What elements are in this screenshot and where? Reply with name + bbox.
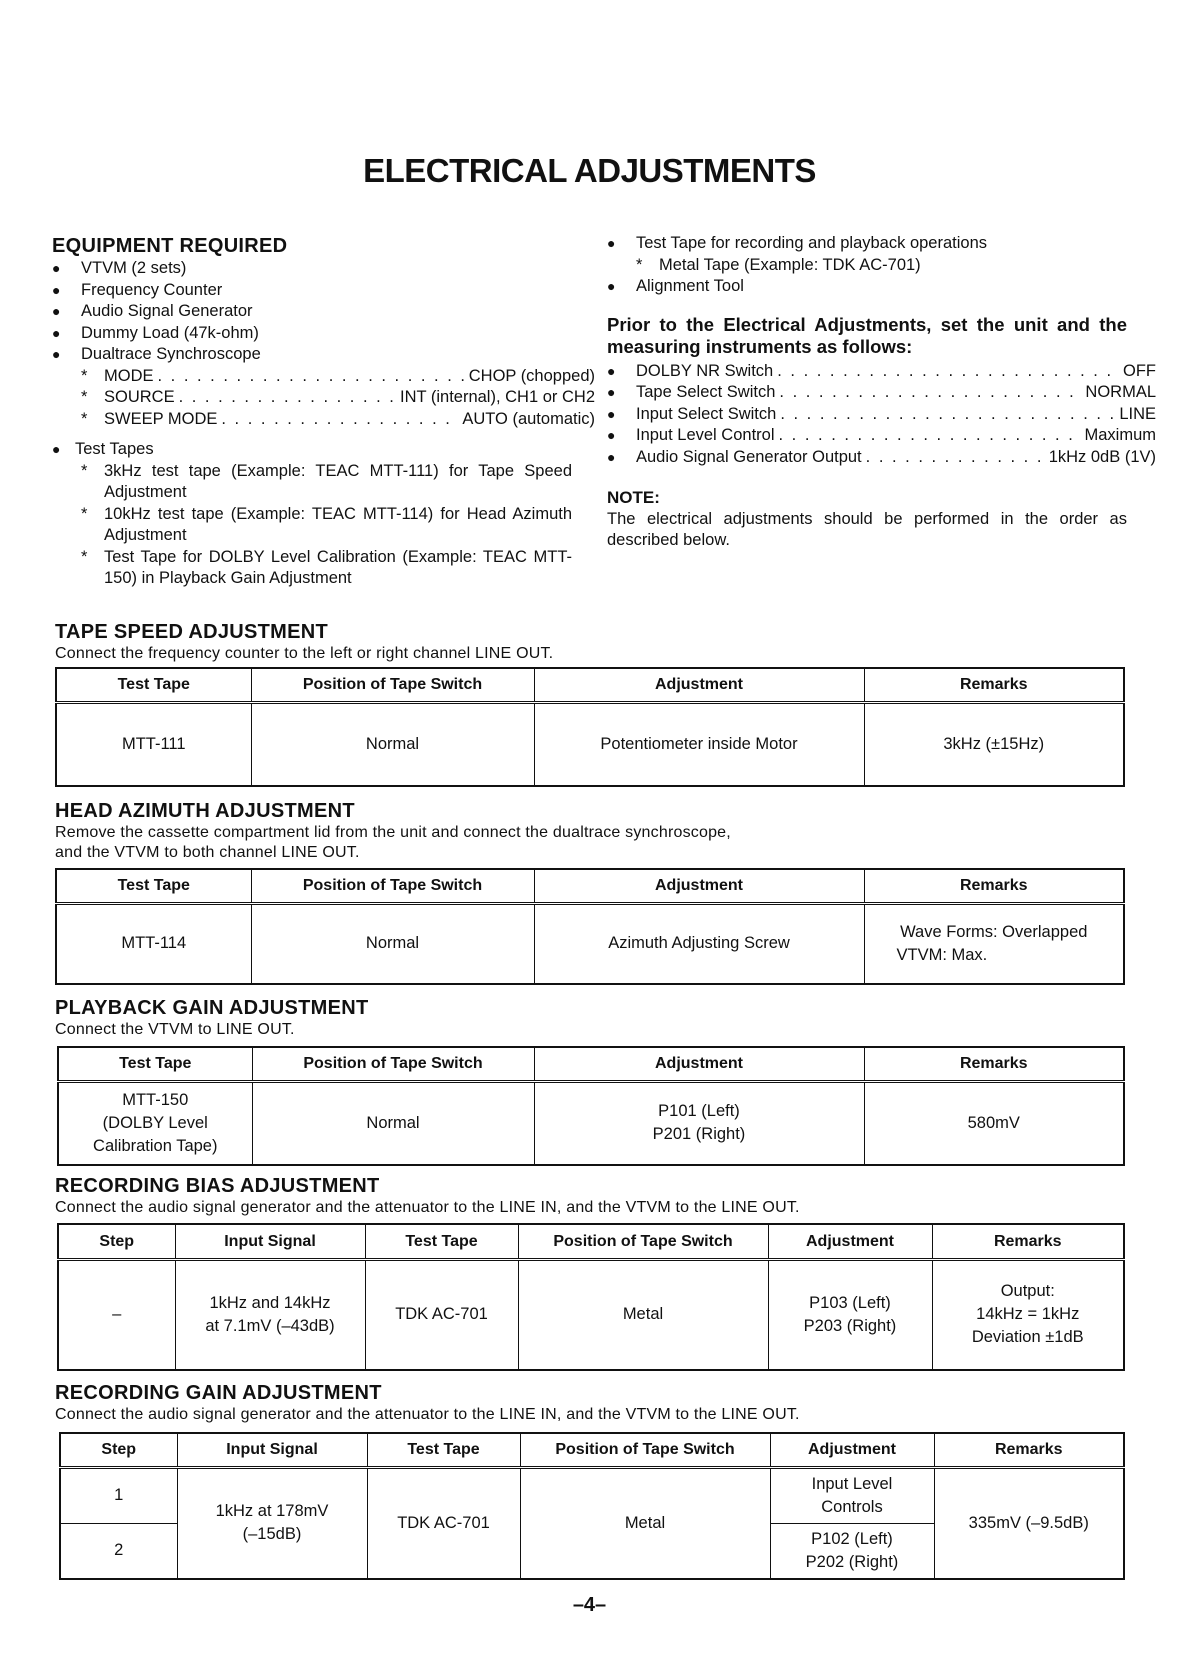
table-cell: TDK AC-701 [365,1259,518,1370]
table-cell: 580mV [864,1081,1124,1165]
scope-setting: * SOURCE . . . INT (internal), CH1 or CH2 [52,387,572,409]
tape-speed-section [55,620,1123,664]
setting-item: ● Audio Signal Generator Output . . . 1kHz 0dB (1V) [607,447,1127,469]
section-description: Remove the cassette compartment lid from the unit and connect the dualtrace synchroscope, [55,824,731,841]
table-row [58,1259,1124,1370]
table-cell: Metal [518,1259,768,1370]
asterisk-icon: * [81,388,88,406]
tape-speed-table [55,667,1125,787]
bullet-icon: ● [607,278,616,294]
table-cell: P102 (Left) P202 (Right) [770,1523,934,1579]
table-cell: 1kHz at 178mV (–15dB) [177,1467,367,1579]
page-number: –4– [572,1594,607,1616]
bullet-icon: ● [52,303,61,319]
bullet-icon: ● [52,346,61,362]
column-header: Position of Tape Switch [251,869,534,903]
playback-gain-table [57,1046,1125,1166]
asterisk-icon: * [636,255,643,274]
table-row [60,1467,1124,1523]
table-cell: MTT-150 (DOLBY Level Calibration Tape) [58,1081,252,1165]
table-cell: Normal [252,1081,534,1165]
column-header: Position of Tape Switch [252,1047,534,1081]
column-header: Adjustment [768,1224,932,1259]
list-item: ● Alignment Tool [607,276,1127,298]
column-header: Step [60,1433,177,1467]
table-row [56,702,1124,786]
column-header: Adjustment [770,1433,934,1467]
bullet-icon: ● [607,448,616,465]
column-header: Test Tape [367,1433,520,1467]
bullet-icon: ● [52,281,61,298]
column-header: Adjustment [534,1047,864,1081]
table-cell: MTT-114 [56,903,251,984]
asterisk-icon: * [81,409,88,428]
test-tape-item: * 10kHz test tape (Example: TEAC MTT-114) for Head Azimuth Adjustment [52,504,572,547]
test-tape-item: * 3kHz test tape (Example: TEAC MTT-111) for Tape Speed Adjustment [52,461,572,504]
column-header: Remarks [864,668,1124,702]
section-heading: RECORDING BIAS ADJUSTMENT [55,1175,380,1197]
section-description: Connect the VTVM to LINE OUT. [55,1021,295,1038]
column-header: Remarks [932,1224,1124,1259]
column-header: Remarks [864,1047,1124,1081]
list-item: ● Test Tapes [52,439,572,461]
table-cell: MTT-111 [56,702,251,786]
head-azimuth-section [55,799,1123,863]
bullet-icon: ● [607,405,616,422]
bullet-icon: ● [607,384,616,400]
setting-item: ● Tape Select Switch . . . NORMAL [607,382,1127,404]
list-item: * Metal Tape (Example: TDK AC-701) [607,255,1127,277]
table-cell: 1 [60,1467,177,1523]
table-row [58,1081,1124,1165]
section-heading: PLAYBACK GAIN ADJUSTMENT [55,997,369,1019]
table-cell: 2 [60,1523,177,1579]
note-heading: NOTE: [607,488,660,507]
setting-item: ● DOLBY NR Switch . . . OFF [607,361,1127,383]
list-item: ● Test Tape for recording and playback operations [607,233,1127,255]
equipment-column [52,234,595,590]
section-heading: RECORDING GAIN ADJUSTMENT [55,1382,382,1404]
column-header: Test Tape [58,1047,252,1081]
list-item: ● Dummy Load (47k-ohm) [52,323,572,345]
setting-item: ● Input Level Control . . . Maximum [607,425,1127,447]
asterisk-icon: * [81,504,88,523]
bullet-icon: ● [607,362,616,379]
table-cell: P101 (Left) P201 (Right) [534,1081,864,1165]
recording-gain-section [55,1381,1123,1425]
table-cell: Metal [520,1467,770,1579]
table-cell: P103 (Left) P203 (Right) [768,1259,932,1370]
table-cell: Potentiometer inside Motor [534,702,864,786]
prior-heading: Prior to the Electrical Adjustments, set the unit and the measuring instruments as follows: [607,313,1127,357]
column-header: Adjustment [534,869,864,903]
column-header: Input Signal [175,1224,365,1259]
column-header: Position of Tape Switch [518,1224,768,1259]
table-cell: Azimuth Adjusting Screw [534,903,864,984]
section-description: Connect the audio signal generator and the attenuator to the LINE IN, and the VTVM to the LINE OUT. [55,1199,800,1216]
bullet-icon: ● [607,235,616,251]
column-header: Test Tape [56,869,251,903]
recording-bias-table [57,1223,1125,1371]
list-item: ● Frequency Counter [52,280,572,302]
table-cell: TDK AC-701 [367,1467,520,1579]
page-title: ELECTRICAL ADJUSTMENTS [363,152,816,189]
scope-setting: * SWEEP MODE . . . AUTO (automatic) [52,409,572,431]
table-row [56,903,1124,984]
column-header: Position of Tape Switch [251,668,534,702]
column-header: Test Tape [56,668,251,702]
table-cell: 3kHz (±15Hz) [864,702,1124,786]
head-azimuth-table [55,868,1125,985]
column-header: Step [58,1224,175,1259]
setting-item: ● Input Select Switch . . . LINE [607,404,1127,426]
bullet-icon: ● [52,441,61,457]
recording-bias-section [55,1174,1123,1218]
test-tape-item: * Test Tape for DOLBY Level Calibration (Example: TEAC MTT-150) in Playback Gain Adjustment [52,547,572,590]
asterisk-icon: * [81,547,88,566]
table-cell: 1kHz and 14kHz at 7.1mV (–43dB) [175,1259,365,1370]
column-header: Adjustment [534,668,864,702]
recording-gain-table [59,1432,1125,1580]
table-cell: Input Level Controls [770,1467,934,1523]
bullet-icon: ● [52,260,61,276]
table-cell: 335mV (–9.5dB) [934,1467,1124,1579]
column-header: Input Signal [177,1433,367,1467]
column-header: Position of Tape Switch [520,1433,770,1467]
section-heading: HEAD AZIMUTH ADJUSTMENT [55,800,355,822]
note-text: The electrical adjustments should be performed in the order as described below. [607,509,1127,549]
bullet-icon: ● [52,324,61,341]
asterisk-icon: * [81,366,88,385]
equipment-heading: EQUIPMENT REQUIRED [52,235,288,257]
section-description: Connect the audio signal generator and the attenuator to the LINE IN, and the VTVM to the LINE OUT. [55,1406,800,1423]
bullet-icon: ● [607,427,616,443]
column-header: Test Tape [365,1224,518,1259]
column-header: Remarks [934,1433,1124,1467]
asterisk-icon: * [81,461,88,480]
table-cell: Normal [251,903,534,984]
table-cell: Output: 14kHz = 1kHz Deviation ±1dB [932,1259,1124,1370]
table-cell: Wave Forms: Overlapped VTVM: Max. [864,903,1124,984]
list-item: ● Audio Signal Generator [52,301,572,323]
list-item: ● Dualtrace Synchroscope [52,344,572,366]
table-cell: Normal [251,702,534,786]
section-description: and the VTVM to both channel LINE OUT. [55,844,360,861]
section-heading: TAPE SPEED ADJUSTMENT [55,621,328,643]
playback-gain-section [55,996,1123,1040]
settings-column [607,233,1156,552]
table-cell: – [58,1259,175,1370]
scope-setting: * MODE . . . CHOP (chopped) [52,366,572,388]
list-item: ● VTVM (2 sets) [52,258,572,280]
section-description: Connect the frequency counter to the left or right channel LINE OUT. [55,645,554,662]
column-header: Remarks [864,869,1124,903]
